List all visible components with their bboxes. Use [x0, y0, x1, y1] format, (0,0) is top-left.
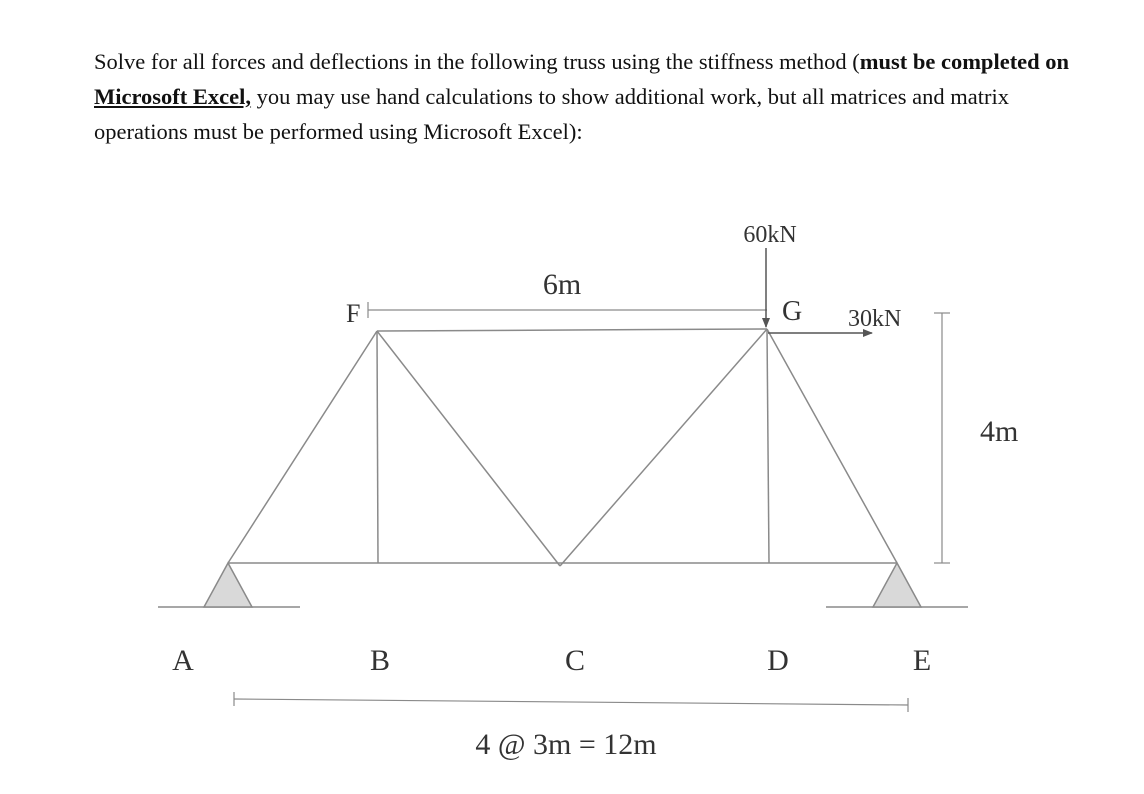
problem-text-2: you may use hand calculations to show additional work, but all matrices and matrix operations must be performed using Microsoft Excel): — [94, 84, 1009, 144]
member-ge — [767, 329, 897, 563]
load-30kn-label: 30kN — [848, 306, 902, 332]
problem-text-1: Solve for all forces and deflections in the following truss using the stiffness method ( — [94, 49, 860, 74]
node-label-d: D — [767, 644, 789, 677]
node-label-f: F — [346, 299, 361, 328]
node-label-c: C — [564, 644, 586, 677]
dim-span-line — [234, 699, 908, 705]
dim-top-label: 6m — [542, 268, 582, 301]
node-label-g: G — [782, 296, 803, 327]
node-label-b: B — [369, 644, 391, 677]
node-label-a: A — [172, 644, 194, 677]
problem-bold-text: must be completed on — [859, 49, 1070, 74]
member-top-chord-fg — [377, 329, 767, 331]
support-a — [204, 563, 252, 607]
member-fc — [377, 331, 560, 566]
load-60kn-label: 60kN — [743, 222, 797, 248]
member-bf — [377, 331, 378, 563]
member-af — [228, 331, 377, 563]
node-label-e: E — [912, 644, 932, 677]
support-e — [873, 563, 921, 607]
problem-excel-underlined: Microsoft Excel, — [94, 84, 252, 109]
dim-span-label: 4 @ 3m = 12m — [475, 728, 657, 761]
member-gd — [767, 329, 769, 563]
member-cg — [560, 329, 767, 566]
dim-height-label: 4m — [980, 415, 1019, 448]
